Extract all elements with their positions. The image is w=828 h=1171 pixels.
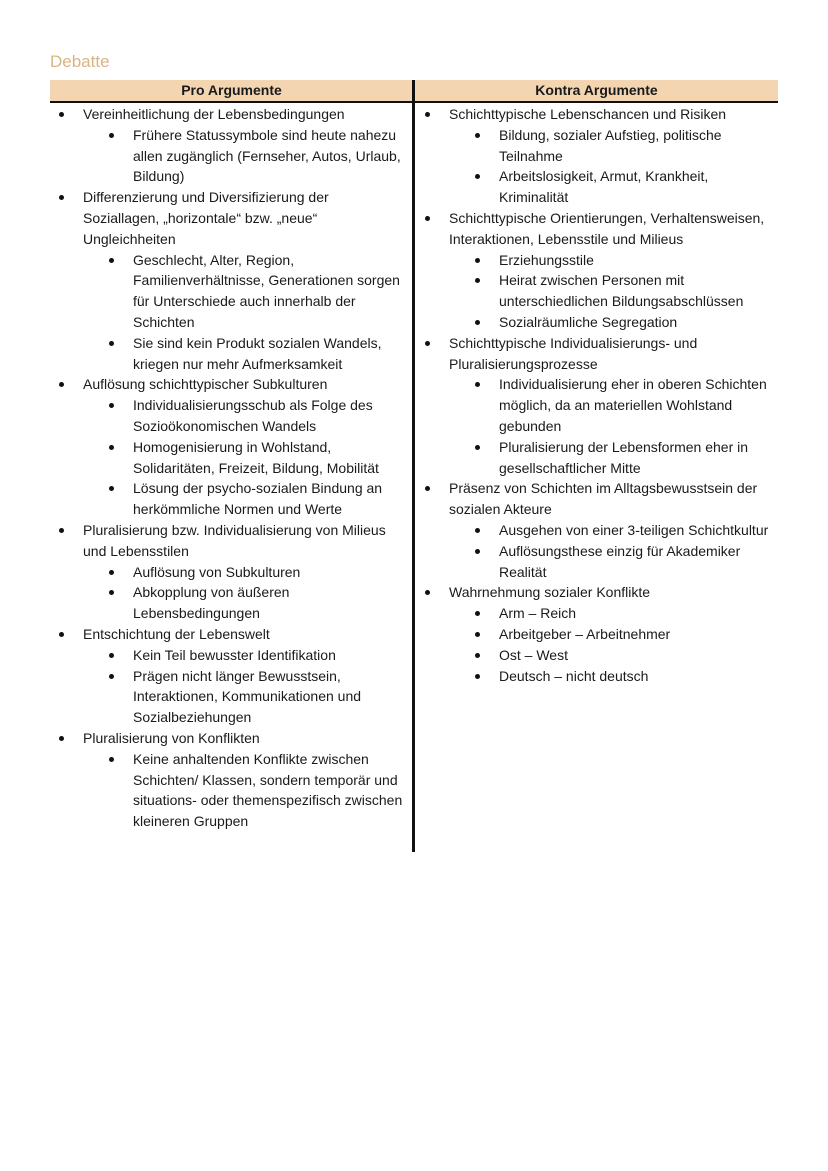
bullet-icon: [59, 382, 64, 387]
contra-arguments-column: [422, 104, 776, 686]
debate-table: [50, 80, 778, 852]
contra-sub-argument-text: Arm – Reich: [499, 605, 577, 622]
contra-sub-argument: [422, 166, 776, 208]
contra-sub-argument: [422, 250, 776, 271]
contra-sub-argument-text: Sozialräumliche Segregation: [499, 313, 678, 330]
bullet-icon: [425, 112, 430, 117]
pro-sub-argument: [56, 250, 406, 333]
bullet-icon: [475, 258, 480, 263]
pro-sub-argument-text: Individualisierungsschub als Folge des Sozioökonomischen Wandels: [133, 397, 373, 434]
pro-sub-argument-text: Prägen nicht länger Bewusstsein, Interaktionen, Kommunikationen und Sozialbeziehungen: [133, 667, 362, 726]
pro-argument: [56, 728, 406, 749]
bullet-icon: [425, 486, 430, 491]
bullet-icon: [109, 757, 114, 762]
pro-argument-text: Pluralisierung von Konflikten: [83, 729, 260, 746]
pro-sub-argument-text: Keine anhaltenden Konflikte zwischen Schichten/ Klassen, sondern temporär und situations- oder themenspezifisch zwischen kleineren Gruppen: [133, 750, 403, 830]
contra-argument-text: Präsenz von Schichten im Alltagsbewusstsein der sozialen Akteure: [449, 480, 758, 518]
contra-argument: [422, 582, 776, 603]
pro-sub-argument: [56, 582, 406, 624]
pro-sub-argument: [56, 333, 406, 375]
contra-sub-argument: [422, 603, 776, 624]
pro-arguments-list: [56, 104, 406, 832]
bullet-icon: [475, 174, 480, 179]
bullet-icon: [475, 549, 480, 554]
pro-argument: [56, 104, 406, 125]
contra-argument: [422, 478, 776, 520]
pro-sub-argument-text: Lösung der psycho-sozialen Bindung an herkömmliche Normen und Werte: [133, 480, 383, 518]
pro-arguments-column: [56, 104, 406, 832]
contra-argument: [422, 104, 776, 125]
bullet-icon: [109, 258, 114, 263]
pro-sub-argument-text: Abkopplung von äußeren Lebensbedingungen: [133, 584, 290, 622]
pro-column-header: Pro Argumente: [181, 82, 282, 98]
column-divider: [412, 80, 415, 852]
pro-argument: [56, 520, 406, 562]
pro-argument-text: Entschichtung der Lebenswelt: [83, 625, 270, 642]
contra-argument-text: Schichttypische Individualisierungs- und Pluralisierungsprozesse: [449, 334, 698, 372]
bullet-icon: [109, 486, 114, 491]
contra-sub-argument: [422, 624, 776, 645]
contra-argument-text: Schichttypische Orientierungen, Verhaltensweisen, Interaktionen, Lebensstile und Milieus: [449, 209, 765, 247]
pro-argument: [56, 187, 406, 249]
bullet-icon: [59, 736, 64, 741]
contra-sub-argument: [422, 666, 776, 687]
pro-sub-argument: [56, 437, 406, 479]
pro-sub-argument: [56, 645, 406, 666]
contra-sub-argument-text: Arbeitgeber – Arbeitnehmer: [499, 625, 671, 642]
contra-sub-argument-text: Ost – West: [499, 646, 568, 663]
bullet-icon: [475, 320, 480, 325]
bullet-icon: [475, 674, 480, 679]
bullet-icon: [475, 445, 480, 450]
bullet-icon: [109, 445, 114, 450]
bullet-icon: [109, 341, 114, 346]
contra-sub-argument-text: Deutsch – nicht deutsch: [499, 667, 649, 684]
contra-sub-argument-text: Erziehungsstile: [499, 251, 594, 268]
pro-sub-argument: [56, 666, 406, 728]
contra-sub-argument-text: Individualisierung eher in oberen Schichten möglich, da an materiellen Wohlstand gebunden: [499, 376, 767, 434]
contra-sub-argument: [422, 520, 776, 541]
contra-sub-argument: [422, 125, 776, 167]
bullet-icon: [59, 112, 64, 117]
contra-sub-argument: [422, 541, 776, 583]
bullet-icon: [475, 278, 480, 283]
bullet-icon: [109, 590, 114, 595]
pro-sub-argument-text: Sie sind kein Produkt sozialen Wandels, kriegen nur mehr Aufmerksamkeit: [133, 334, 382, 372]
pro-sub-argument: [56, 562, 406, 583]
bullet-icon: [425, 341, 430, 346]
bullet-icon: [425, 590, 430, 595]
contra-sub-argument-text: Bildung, sozialer Aufstieg, politische Teilnahme: [499, 126, 722, 164]
bullet-icon: [475, 611, 480, 616]
bullet-icon: [109, 653, 114, 658]
contra-sub-argument: [422, 270, 776, 312]
contra-argument: [422, 333, 776, 375]
bullet-icon: [475, 632, 480, 637]
bullet-icon: [109, 133, 114, 138]
contra-sub-argument-text: Pluralisierung der Lebensformen eher in gesellschaftlicher Mitte: [499, 438, 749, 476]
contra-sub-argument-text: Ausgehen von einer 3-teiligen Schichtkultur: [499, 521, 769, 538]
bullet-icon: [59, 528, 64, 533]
contra-sub-argument: [422, 312, 776, 333]
pro-sub-argument: [56, 395, 406, 437]
pro-sub-argument-text: Geschlecht, Alter, Region, Familienverhältnisse, Generationen sorgen für Unterschiede auch innerhalb der Schichten: [133, 251, 400, 330]
pro-argument-text: Pluralisierung bzw. Individualisierung von Milieus und Lebensstilen: [83, 521, 386, 559]
pro-argument-text: Auflösung schichttypischer Subkulturen: [83, 376, 328, 393]
bullet-icon: [109, 570, 114, 575]
contra-sub-argument: [422, 437, 776, 479]
bullet-icon: [475, 133, 480, 138]
bullet-icon: [475, 382, 480, 387]
pro-argument-text: Differenzierung und Diversifizierung der Soziallagen, „horizontale“ bzw. „neue“ Ungleichheiten: [83, 189, 329, 247]
pro-sub-argument: [56, 478, 406, 520]
pro-sub-argument-text: Homogenisierung in Wohlstand, Solidaritäten, Freizeit, Bildung, Mobilität: [133, 438, 379, 476]
contra-arguments-list: [422, 104, 776, 686]
bullet-icon: [59, 195, 64, 200]
contra-sub-argument: [422, 645, 776, 666]
pro-sub-argument: [56, 125, 406, 187]
pro-sub-argument-text: Auflösung von Subkulturen: [133, 563, 301, 580]
pro-sub-argument: [56, 749, 406, 832]
contra-argument-text: Schichttypische Lebenschancen und Risiken: [449, 106, 727, 122]
contra-column-header: Kontra Argumente: [535, 82, 658, 98]
page-title: Debatte: [50, 52, 110, 71]
contra-argument-text: Wahrnehmung sozialer Konflikte: [449, 584, 651, 601]
bullet-icon: [425, 216, 430, 221]
bullet-icon: [475, 653, 480, 658]
contra-sub-argument-text: Heirat zwischen Personen mit unterschiedlichen Bildungsabschlüssen: [499, 272, 744, 310]
pro-sub-argument-text: Frühere Statussymbole sind heute nahezu allen zugänglich (Fernseher, Autos, Urlaub, Bildung): [133, 126, 401, 185]
pro-argument: [56, 374, 406, 395]
contra-sub-argument-text: Auflösungsthese einzig für Akademiker Realität: [499, 542, 741, 580]
contra-sub-argument-text: Arbeitslosigkeit, Armut, Krankheit, Kriminalität: [499, 168, 709, 206]
bullet-icon: [475, 528, 480, 533]
bullet-icon: [109, 403, 114, 408]
pro-argument-text: Vereinheitlichung der Lebensbedingungen: [83, 106, 345, 122]
contra-argument: [422, 208, 776, 250]
bullet-icon: [59, 632, 64, 637]
contra-sub-argument: [422, 374, 776, 436]
pro-sub-argument-text: Kein Teil bewusster Identifikation: [133, 646, 336, 663]
bullet-icon: [109, 674, 114, 679]
pro-argument: [56, 624, 406, 645]
